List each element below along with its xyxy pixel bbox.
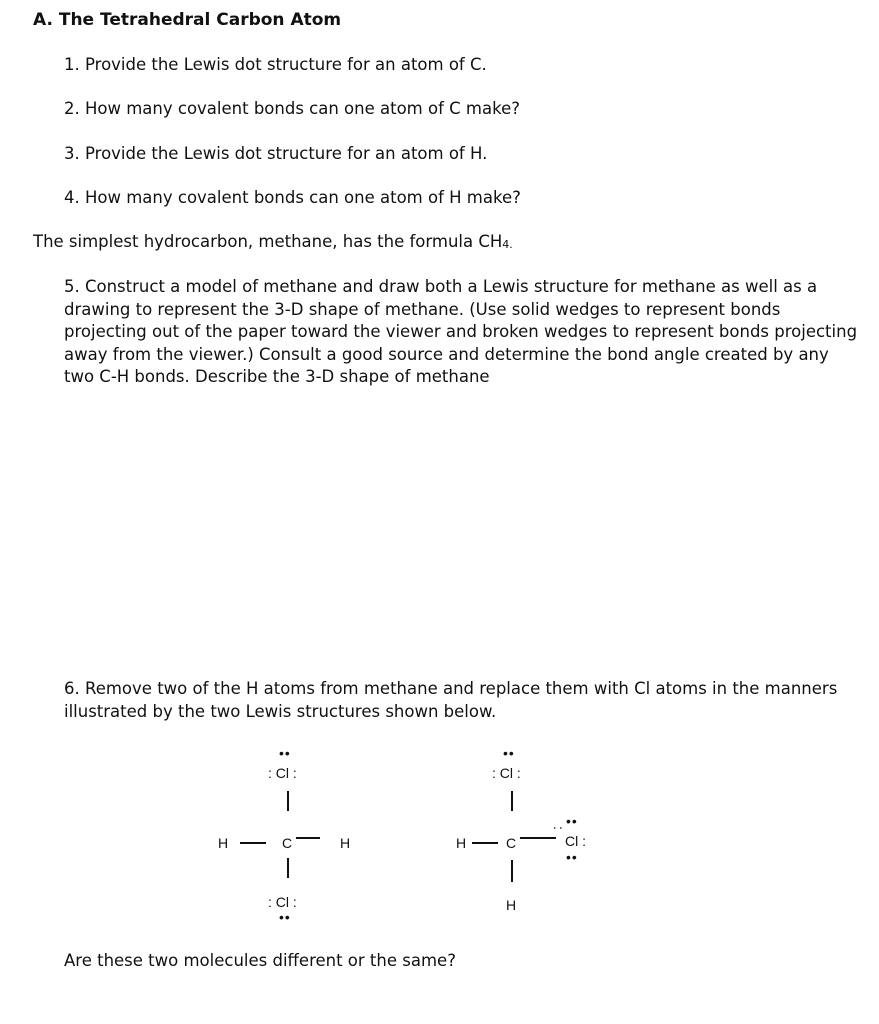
right-top-cl-lone-pair: •• bbox=[503, 745, 515, 761]
question-2: 2. How many covalent bonds can one atom of C make? bbox=[64, 99, 520, 118]
left-bottom-cl-lone-pair: •• bbox=[279, 909, 291, 925]
left-top-cl-atom: : Cl : bbox=[268, 765, 297, 781]
right-cl-left-colon: : bbox=[550, 826, 567, 830]
right-c-atom: C bbox=[506, 835, 517, 851]
right-h-atom-left: H bbox=[456, 835, 467, 851]
right-bottom-bond bbox=[511, 860, 513, 882]
left-bottom-bond bbox=[287, 858, 289, 878]
methane-formula-subscript: 4. bbox=[502, 238, 513, 251]
left-left-bond bbox=[240, 842, 266, 844]
right-left-bond bbox=[472, 842, 498, 844]
right-right-bond bbox=[520, 837, 556, 839]
question-3: 3. Provide the Lewis dot structure for an atom of H. bbox=[64, 144, 488, 163]
closing-question: Are these two molecules different or the same? bbox=[64, 951, 456, 970]
question-5: 5. Construct a model of methane and draw both a Lewis structure for methane as well as a drawing to represent the 3-D shape of methane. (Use solid wedges to represent bonds projecting out of the paper toward the viewer and broken wedges to represent bonds projecting away from the viewer.) Consult a good source and determine the bond angle created by any two C-H bonds. Describe the 3-D shape of methane bbox=[64, 277, 858, 386]
section-title: A. The Tetrahedral Carbon Atom bbox=[33, 10, 342, 30]
right-cl-top-lone-pair: •• bbox=[566, 813, 578, 829]
left-h-atom-right: H bbox=[340, 835, 351, 851]
left-bottom-cl-atom: : Cl : bbox=[268, 894, 297, 910]
right-cl-atom: Cl : bbox=[565, 833, 586, 849]
right-h-atom-bottom: H bbox=[506, 897, 517, 913]
question-4: 4. How many covalent bonds can one atom of H make? bbox=[64, 188, 521, 207]
right-top-bond bbox=[511, 791, 513, 811]
left-right-bond bbox=[296, 837, 320, 839]
left-c-atom: C bbox=[282, 835, 293, 851]
question-6: 6. Remove two of the H atoms from methane and replace them with Cl atoms in the manners illustrated by the two Lewis structures shown below. bbox=[64, 679, 838, 721]
right-cl-bottom-lone-pair: •• bbox=[566, 849, 578, 865]
left-top-cl-lone-pair: •• bbox=[279, 745, 291, 761]
left-top-bond bbox=[287, 791, 289, 811]
question-1: 1. Provide the Lewis dot structure for an atom of C. bbox=[64, 55, 487, 74]
left-h-atom-left: H bbox=[218, 835, 229, 851]
methane-intro-text: The simplest hydrocarbon, methane, has the formula CH bbox=[33, 232, 503, 251]
methane-intro bbox=[33, 231, 513, 255]
right-top-cl-atom: : Cl : bbox=[492, 765, 521, 781]
